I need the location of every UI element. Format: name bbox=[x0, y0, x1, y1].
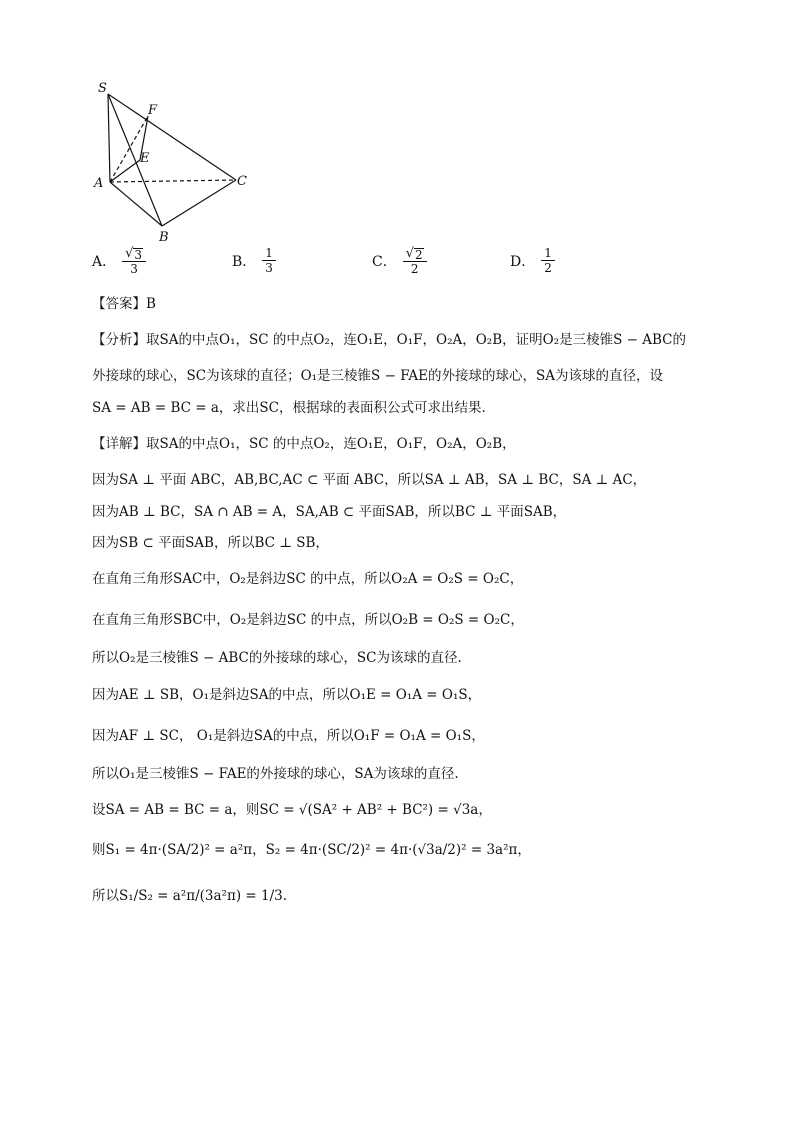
detail-line-3: 因为AB ⊥ BC，SA ∩ AB = A，SA,AB ⊂ 平面SAB，所以BC ⊥ 平面SAB， bbox=[92, 504, 567, 520]
option-a-denominator: 3 bbox=[130, 262, 138, 276]
detail-line-4: 因为SB ⊂ 平面SAB，所以BC ⊥ SB， bbox=[92, 535, 329, 551]
label-E: E bbox=[140, 151, 150, 166]
option-c-numerator: 2 bbox=[415, 248, 423, 262]
option-d-label: D． bbox=[510, 253, 536, 270]
detail-tag: 【详解】 bbox=[92, 436, 146, 452]
analysis-tag: 【分析】 bbox=[92, 332, 146, 348]
answer-tag: 【答案】 bbox=[92, 296, 146, 312]
option-b-fraction bbox=[262, 246, 276, 275]
analysis-line-3: SA = AB = BC = a，求出SC，根据球的表面积公式可求出结果. bbox=[92, 400, 486, 416]
option-b-label: B． bbox=[232, 253, 257, 270]
detail-line-10: 所以O₁是三棱锥S − FAE的外接球的球心，SA为该球的直径. bbox=[92, 766, 459, 782]
label-S: S bbox=[98, 81, 107, 96]
detail-line-2: 因为SA ⊥ 平面 ABC，AB,BC,AC ⊂ 平面 ABC，所以SA ⊥ AB，SA ⊥ BC，SA ⊥ AC， bbox=[92, 472, 647, 488]
option-a-label: A． bbox=[92, 254, 117, 270]
answer-value: B bbox=[146, 296, 156, 312]
option-b bbox=[232, 246, 276, 275]
detail-text-1: 取SA的中点O₁，SC 的中点O₂，连O₁E，O₁F，O₂A，O₂B， bbox=[146, 436, 516, 452]
edge-AE bbox=[110, 160, 140, 182]
option-a bbox=[92, 246, 146, 276]
option-d-denominator: 2 bbox=[544, 261, 552, 275]
detail-line-6: 在直角三角形SBC中，O₂是斜边SC 的中点，所以O₂B = O₂S = O₂C， bbox=[92, 612, 524, 628]
pyramid-figure bbox=[90, 78, 260, 246]
detail-line-7: 所以O₂是三棱锥S − ABC的外接球的球心，SC为该球的直径. bbox=[92, 650, 462, 666]
detail-line-11: 设SA = AB = BC = a，则SC = √(SA² + AB² + BC²) = √3a， bbox=[92, 802, 492, 818]
edge-AC-dashed bbox=[110, 180, 236, 182]
option-b-denominator: 3 bbox=[265, 261, 273, 275]
edge-SA bbox=[108, 94, 110, 182]
label-F: F bbox=[148, 103, 158, 118]
edge-SC bbox=[108, 94, 236, 180]
option-d-fraction bbox=[541, 246, 555, 275]
option-a-fraction: √ 3 3 bbox=[122, 246, 146, 276]
option-c-label: C． bbox=[372, 254, 397, 270]
answer-options bbox=[92, 246, 732, 286]
option-c-fraction: √ 2 2 bbox=[403, 246, 427, 276]
detail-line-9: 因为AF ⊥ SC， O₁是斜边SA的中点，所以O₁F = O₁A = O₁S， bbox=[92, 728, 485, 744]
answer-line bbox=[92, 292, 156, 312]
detail-line-12: 则S₁ = 4π·(SA/2)² = a²π，S₂ = 4π·(SC/2)² = 4π·(√3a/2)² = 3a²π， bbox=[92, 842, 531, 858]
option-d bbox=[510, 246, 555, 275]
label-B: B bbox=[159, 230, 169, 245]
analysis-line-1 bbox=[92, 328, 686, 348]
analysis-text-1: 取SA的中点O₁，SC 的中点O₂，连O₁E，O₁F，O₂A，O₂B，证明O₂是三棱锥S − ABC的 bbox=[146, 332, 687, 348]
label-A: A bbox=[94, 176, 104, 191]
detail-line-8: 因为AE ⊥ SB，O₁是斜边SA的中点，所以O₁E = O₁A = O₁S， bbox=[92, 687, 482, 703]
option-d-numerator: 1 bbox=[541, 246, 555, 261]
option-b-numerator: 1 bbox=[262, 246, 276, 261]
option-c bbox=[372, 246, 427, 276]
analysis-line-2: 外接球的球心，SC为该球的直径；O₁是三棱锥S − FAE的外接球的球心，SA为该球的直径，设 bbox=[92, 368, 663, 384]
label-C: C bbox=[237, 174, 247, 189]
edge-AB bbox=[110, 182, 162, 226]
detail-line-5: 在直角三角形SAC中，O₂是斜边SC 的中点，所以O₂A = O₂S = O₂C， bbox=[92, 571, 524, 587]
option-a-numerator: 3 bbox=[134, 248, 143, 262]
detail-line-1 bbox=[92, 432, 516, 452]
edge-BC bbox=[162, 180, 236, 226]
option-c-denominator: 2 bbox=[410, 262, 419, 276]
detail-line-13: 所以S₁/S₂ = a²π/(3a²π) = 1/3. bbox=[92, 888, 288, 904]
